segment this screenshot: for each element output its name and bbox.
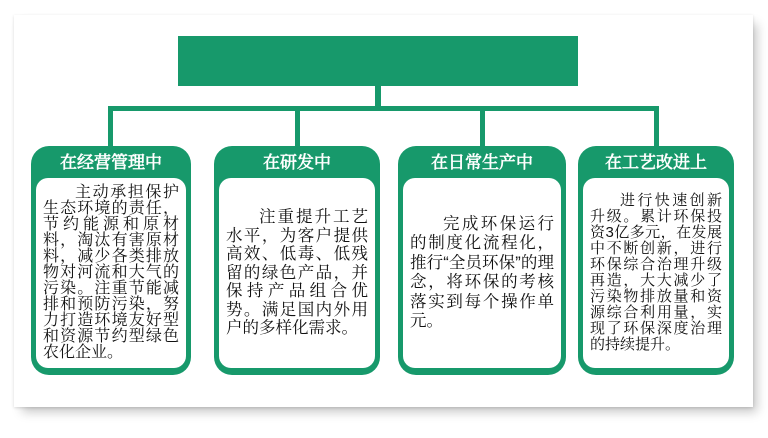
branch-panel-process-improvement bbox=[583, 178, 729, 368]
branch-box-daily-production bbox=[398, 146, 566, 375]
connector-drop-1 bbox=[108, 106, 113, 147]
connector-drop-3 bbox=[480, 106, 485, 147]
diagram-card bbox=[14, 15, 753, 407]
branch-body-process-improvement: 进行快速创新升级。累计环保投资3亿多元，在发展中不断创新，进行环保综合治理升级再造，大大减少了污染物排放量和资源综合利用量，实现了环保深度治理的持续提升。 bbox=[590, 192, 722, 353]
connector-crossbar bbox=[108, 106, 659, 111]
branch-panel-rnd bbox=[219, 178, 375, 368]
branch-body-rnd: 注重提升工艺水平，为客户提供高效、低毒、低残留的绿色产品，并保持产品组合优势。满足国内外用户的多样化需求。 bbox=[226, 208, 368, 338]
connector-drop-2 bbox=[295, 106, 300, 147]
branch-body-daily-production: 完成环保运行的制度化流程化，推行“全员环保”的理念，将环保的考核落实到每个操作单元。 bbox=[410, 214, 554, 330]
branch-body-management: 主动承担保护生态环境的责任，节约能源和原材料，淘汰有害原材料，减少各类排放物对河流和大气的污染。注重节能减排和预防污染，努力打造环境友好型和资源节约型绿色农化企业。 bbox=[43, 184, 179, 361]
branch-header-rnd: 在研发中 bbox=[263, 153, 331, 172]
branch-box-rnd bbox=[214, 146, 380, 375]
connector-drop-4 bbox=[654, 106, 659, 147]
branch-panel-daily-production bbox=[403, 178, 561, 368]
branch-box-management bbox=[31, 146, 191, 375]
diagram-title-box bbox=[178, 36, 578, 86]
branch-box-process-improvement bbox=[578, 146, 734, 375]
branch-header-management: 在经营管理中 bbox=[60, 153, 162, 172]
branch-header-daily-production: 在日常生产中 bbox=[431, 153, 533, 172]
branch-header-process-improvement: 在工艺改进上 bbox=[605, 153, 707, 172]
branch-panel-management bbox=[36, 178, 186, 368]
